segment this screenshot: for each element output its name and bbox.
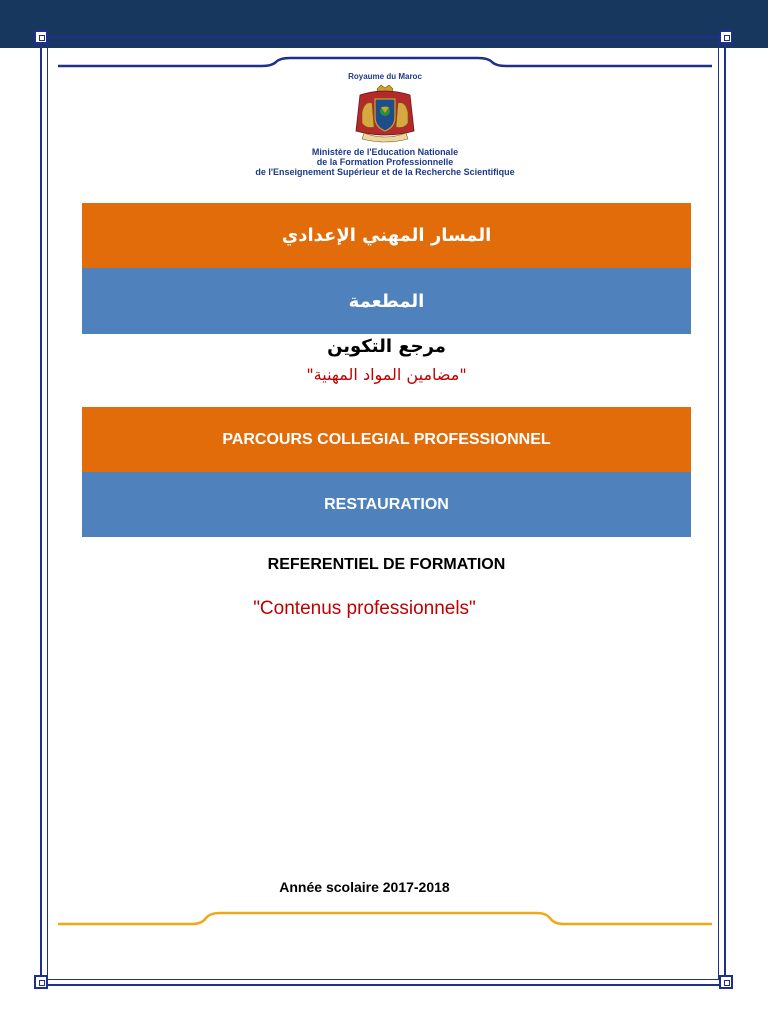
school-year: Année scolaire 2017-2018 — [279, 879, 450, 895]
arabic-specialty-title: المطعمة — [348, 290, 425, 312]
french-contents: "Contenus professionnels" — [253, 598, 476, 619]
kingdom-label: Royaume du Maroc — [348, 72, 422, 81]
french-referential: REFERENTIEL DE FORMATION — [267, 556, 506, 573]
ministry-name — [240, 147, 530, 177]
arabic-track-band — [82, 203, 691, 268]
french-specialty-title: RESTAURATION — [324, 495, 449, 513]
arabic-track-title: المسار المهني الإعدادي — [281, 225, 492, 246]
french-track-title: PARCOURS COLLEGIAL PROFESSIONNEL — [222, 430, 551, 448]
bottom-gold-rule — [58, 913, 712, 924]
french-specialty-band — [82, 472, 691, 537]
top-blue-rule — [58, 58, 712, 66]
arabic-specialty-band — [82, 268, 691, 334]
moroccan-coat-of-arms-icon — [350, 83, 420, 145]
ministry-line-1: Ministère de l'Education Nationale — [311, 147, 459, 157]
ministry-line-3: de l'Enseignement Supérieur et de la Recherche Scientifique — [255, 167, 515, 177]
arabic-contents: "مضامين المواد المهنية" — [306, 365, 467, 384]
arabic-referential: مرجع التكوين — [327, 336, 446, 357]
french-track-band — [82, 407, 691, 472]
ministry-header — [240, 68, 530, 178]
ministry-line-2: de la Formation Professionnelle — [316, 157, 454, 167]
